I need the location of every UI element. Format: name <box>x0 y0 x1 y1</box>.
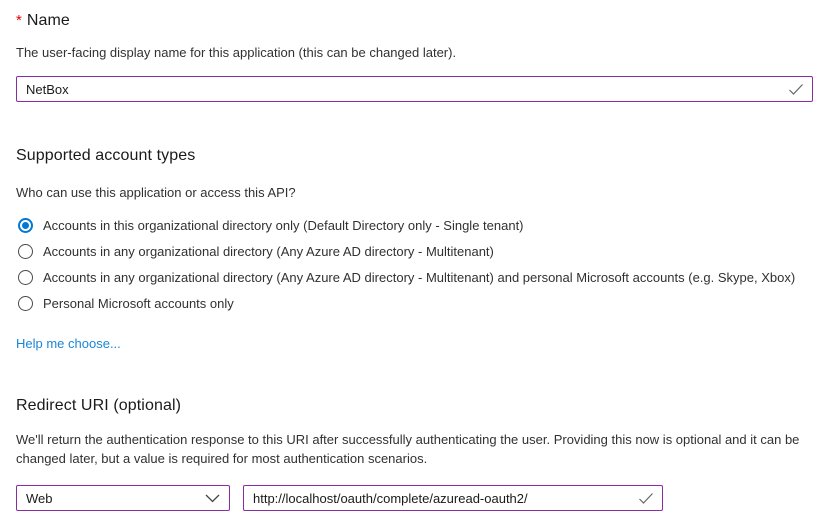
name-description: The user-facing display name for this application (this can be changed later). <box>16 45 457 60</box>
redirect-uri-title: Redirect URI (optional) <box>16 397 182 414</box>
account-type-label: Accounts in this organizational directory only (Default Directory only - Single tenant) <box>43 217 524 233</box>
account-type-label: Accounts in any organizational directory (Any Azure AD directory - Multitenant) and personal Microsoft accounts (e.g. Skype, Xbox) <box>43 269 796 285</box>
checkmark-icon <box>638 492 654 505</box>
help-me-choose-link[interactable]: Help me choose... <box>16 336 121 351</box>
account-types-radio-group <box>16 212 813 316</box>
required-asterisk: * <box>16 12 22 29</box>
redirect-uri-input-container <box>243 485 663 511</box>
checkmark-icon <box>788 83 804 96</box>
account-type-label: Personal Microsoft accounts only <box>43 295 234 311</box>
account-type-option[interactable] <box>16 290 813 316</box>
chevron-down-icon <box>205 494 220 503</box>
platform-select[interactable] <box>16 485 230 511</box>
name-input[interactable] <box>26 82 788 97</box>
account-type-label: Accounts in any organizational directory (Any Azure AD directory - Multitenant) <box>43 243 494 259</box>
name-input-container <box>16 76 813 102</box>
account-type-option[interactable] <box>16 238 813 264</box>
redirect-uri-description: We'll return the authentication response to this URI after successfully authenticating the user. Providing this now is optional and it can be changed later, but a value is required for most authentication scenarios. <box>16 432 800 466</box>
account-type-option[interactable] <box>16 264 813 290</box>
radio-button[interactable] <box>18 296 33 311</box>
account-type-option[interactable] <box>16 212 813 238</box>
platform-select-value: Web <box>26 490 53 506</box>
radio-button[interactable] <box>18 218 33 233</box>
redirect-uri-input[interactable] <box>253 491 638 506</box>
radio-button[interactable] <box>18 270 33 285</box>
account-types-question: Who can use this application or access this API? <box>16 185 296 200</box>
name-section-title <box>16 8 813 30</box>
supported-account-types-title: Supported account types <box>16 147 196 164</box>
redirect-uri-controls <box>16 485 813 511</box>
name-title: Name <box>26 12 70 29</box>
radio-button[interactable] <box>18 244 33 259</box>
